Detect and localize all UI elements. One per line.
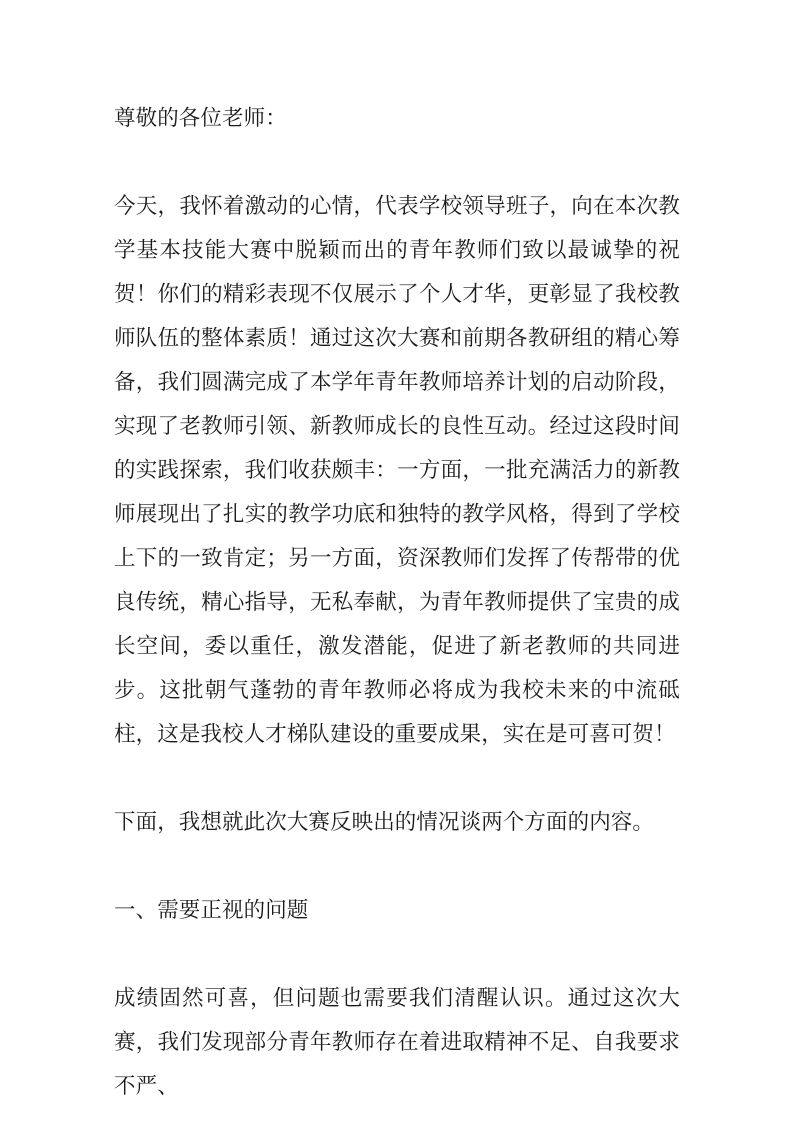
document-text-column — [114, 97, 680, 1109]
transition-paragraph: 下面，我想就此次大赛反映出的情况谈两个方面的内容。 — [114, 810, 655, 835]
salutation-line: 尊敬的各位老师： — [114, 106, 287, 131]
section-heading-problems: 一、需要正视的问题 — [114, 898, 309, 923]
body-paragraph-congratulations: 今天，我怀着激动的心情，代表学校领导班子，向在本次教学基本技能大赛中脱颖而出的青年教师们致以最诚挚的祝贺！你们的精彩表现不仅展示了个人才华，更彰显了我校教师队伍的整体素质！通过这次大赛和前期各教研组的精心筹备，我们圆满完成了本学年青年教师培养计划的启动阶段，实现了老教师引领、新教师成长的良性互动。经过这段时间的实践探索，我们收获颇丰：一方面，一批充满活力的新教师展现出了扎实的教学功底和独特的教学风格，得到了学校上下的一致肯定；另一方面，资深教师们发挥了传帮带的优良传统，精心指导，无私奉献，为青年教师提供了宝贵的成长空间，委以重任，激发潜能，促进了新老教师的共同进步。这批朝气蓬勃的青年教师必将成为我校未来的中流砥柱，这是我校人才梯队建设的重要成果，实在是可喜可贺！ — [114, 194, 680, 747]
body-paragraph-problems: 成绩固然可喜，但问题也需要我们清醒认识。通过这次大赛，我们发现部分青年教师存在着进取精神不足、自我要求不严、 — [114, 986, 680, 1099]
